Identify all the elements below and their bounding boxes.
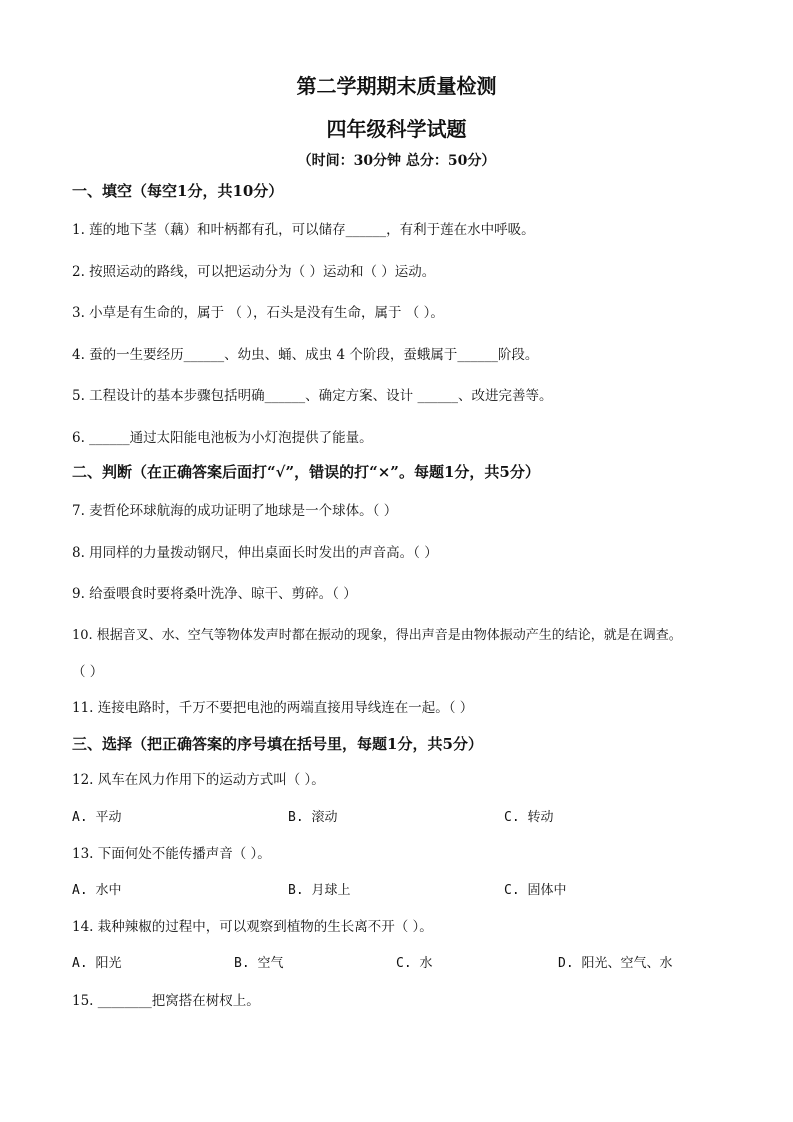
q12-option-a: A. 平动: [72, 810, 122, 825]
section-heading-fill-blank: 一、填空（每空1分，共10分）: [72, 182, 284, 200]
question-15: 15. ________把窝搭在树杈上。: [72, 993, 260, 1009]
q13-option-b: B. 月球上: [288, 883, 351, 898]
question-3: 3. 小草是有生命的，属于 （ ），石头是没有生命，属于 （ ）。: [72, 305, 444, 321]
q12-option-b: B. 滚动: [288, 810, 338, 825]
question-10-answer-blank: （ ）: [72, 664, 104, 680]
q13-option-c: C. 固体中: [504, 883, 567, 898]
question-7: 7. 麦哲伦环球航海的成功证明了地球是一个球体。（ ）: [72, 503, 398, 519]
question-13: 13. 下面何处不能传播声音（ ）。: [72, 846, 271, 862]
question-14: 14. 栽种辣椒的过程中，可以观察到植物的生长离不开（ ）。: [72, 919, 433, 935]
section-heading-true-false: 二、判断（在正确答案后面打“√”，错误的打“×”。每题1分，共5分）: [72, 463, 540, 481]
question-9: 9. 给蚕喂食时要将桑叶洗净、晾干、剪碎。（ ）: [72, 586, 357, 602]
question-8: 8. 用同样的力量拨动钢尺，伸出桌面长时发出的声音高。（ ）: [72, 545, 438, 561]
question-5: 5. 工程设计的基本步骤包括明确______、确定方案、设计 ______、改进完善等。: [72, 388, 553, 404]
question-2: 2. 按照运动的路线，可以把运动分为（ ）运动和（ ）运动。: [72, 264, 436, 280]
question-10: 10. 根据音叉、水、空气等物体发声时都在振动的现象，得出声音是由物体振动产生的结论，就是在调查。: [72, 628, 682, 643]
q14-option-c: C. 水: [396, 956, 433, 971]
section-heading-multiple-choice: 三、选择（把正确答案的序号填在括号里，每题1分，共5分）: [72, 735, 483, 753]
question-1: 1. 莲的地下茎（藕）和叶柄都有孔，可以储存______，有利于莲在水中呼吸。: [72, 222, 535, 238]
q13-option-a: A. 水中: [72, 883, 122, 898]
q14-option-d: D. 阳光、空气、水: [558, 956, 673, 971]
q14-option-b: B. 空气: [234, 956, 284, 971]
question-11: 11. 连接电路时，千万不要把电池的两端直接用导线连在一起。（ ）: [72, 700, 474, 716]
q12-option-c: C. 转动: [504, 810, 554, 825]
question-12: 12. 风车在风力作用下的运动方式叫（ ）。: [72, 772, 325, 788]
exam-meta: （时间：30分钟 总分：50分）: [297, 153, 496, 169]
question-6: 6. ______通过太阳能电池板为小灯泡提供了能量。: [72, 430, 373, 446]
page-subtitle: 四年级科学试题: [326, 117, 467, 141]
page-title: 第二学期期末质量检测: [296, 74, 497, 98]
q14-option-a: A. 阳光: [72, 956, 122, 971]
question-4: 4. 蚕的一生要经历______、幼虫、蛹、成虫 4 个阶段，蚕蛾属于______阶段。: [72, 347, 539, 363]
